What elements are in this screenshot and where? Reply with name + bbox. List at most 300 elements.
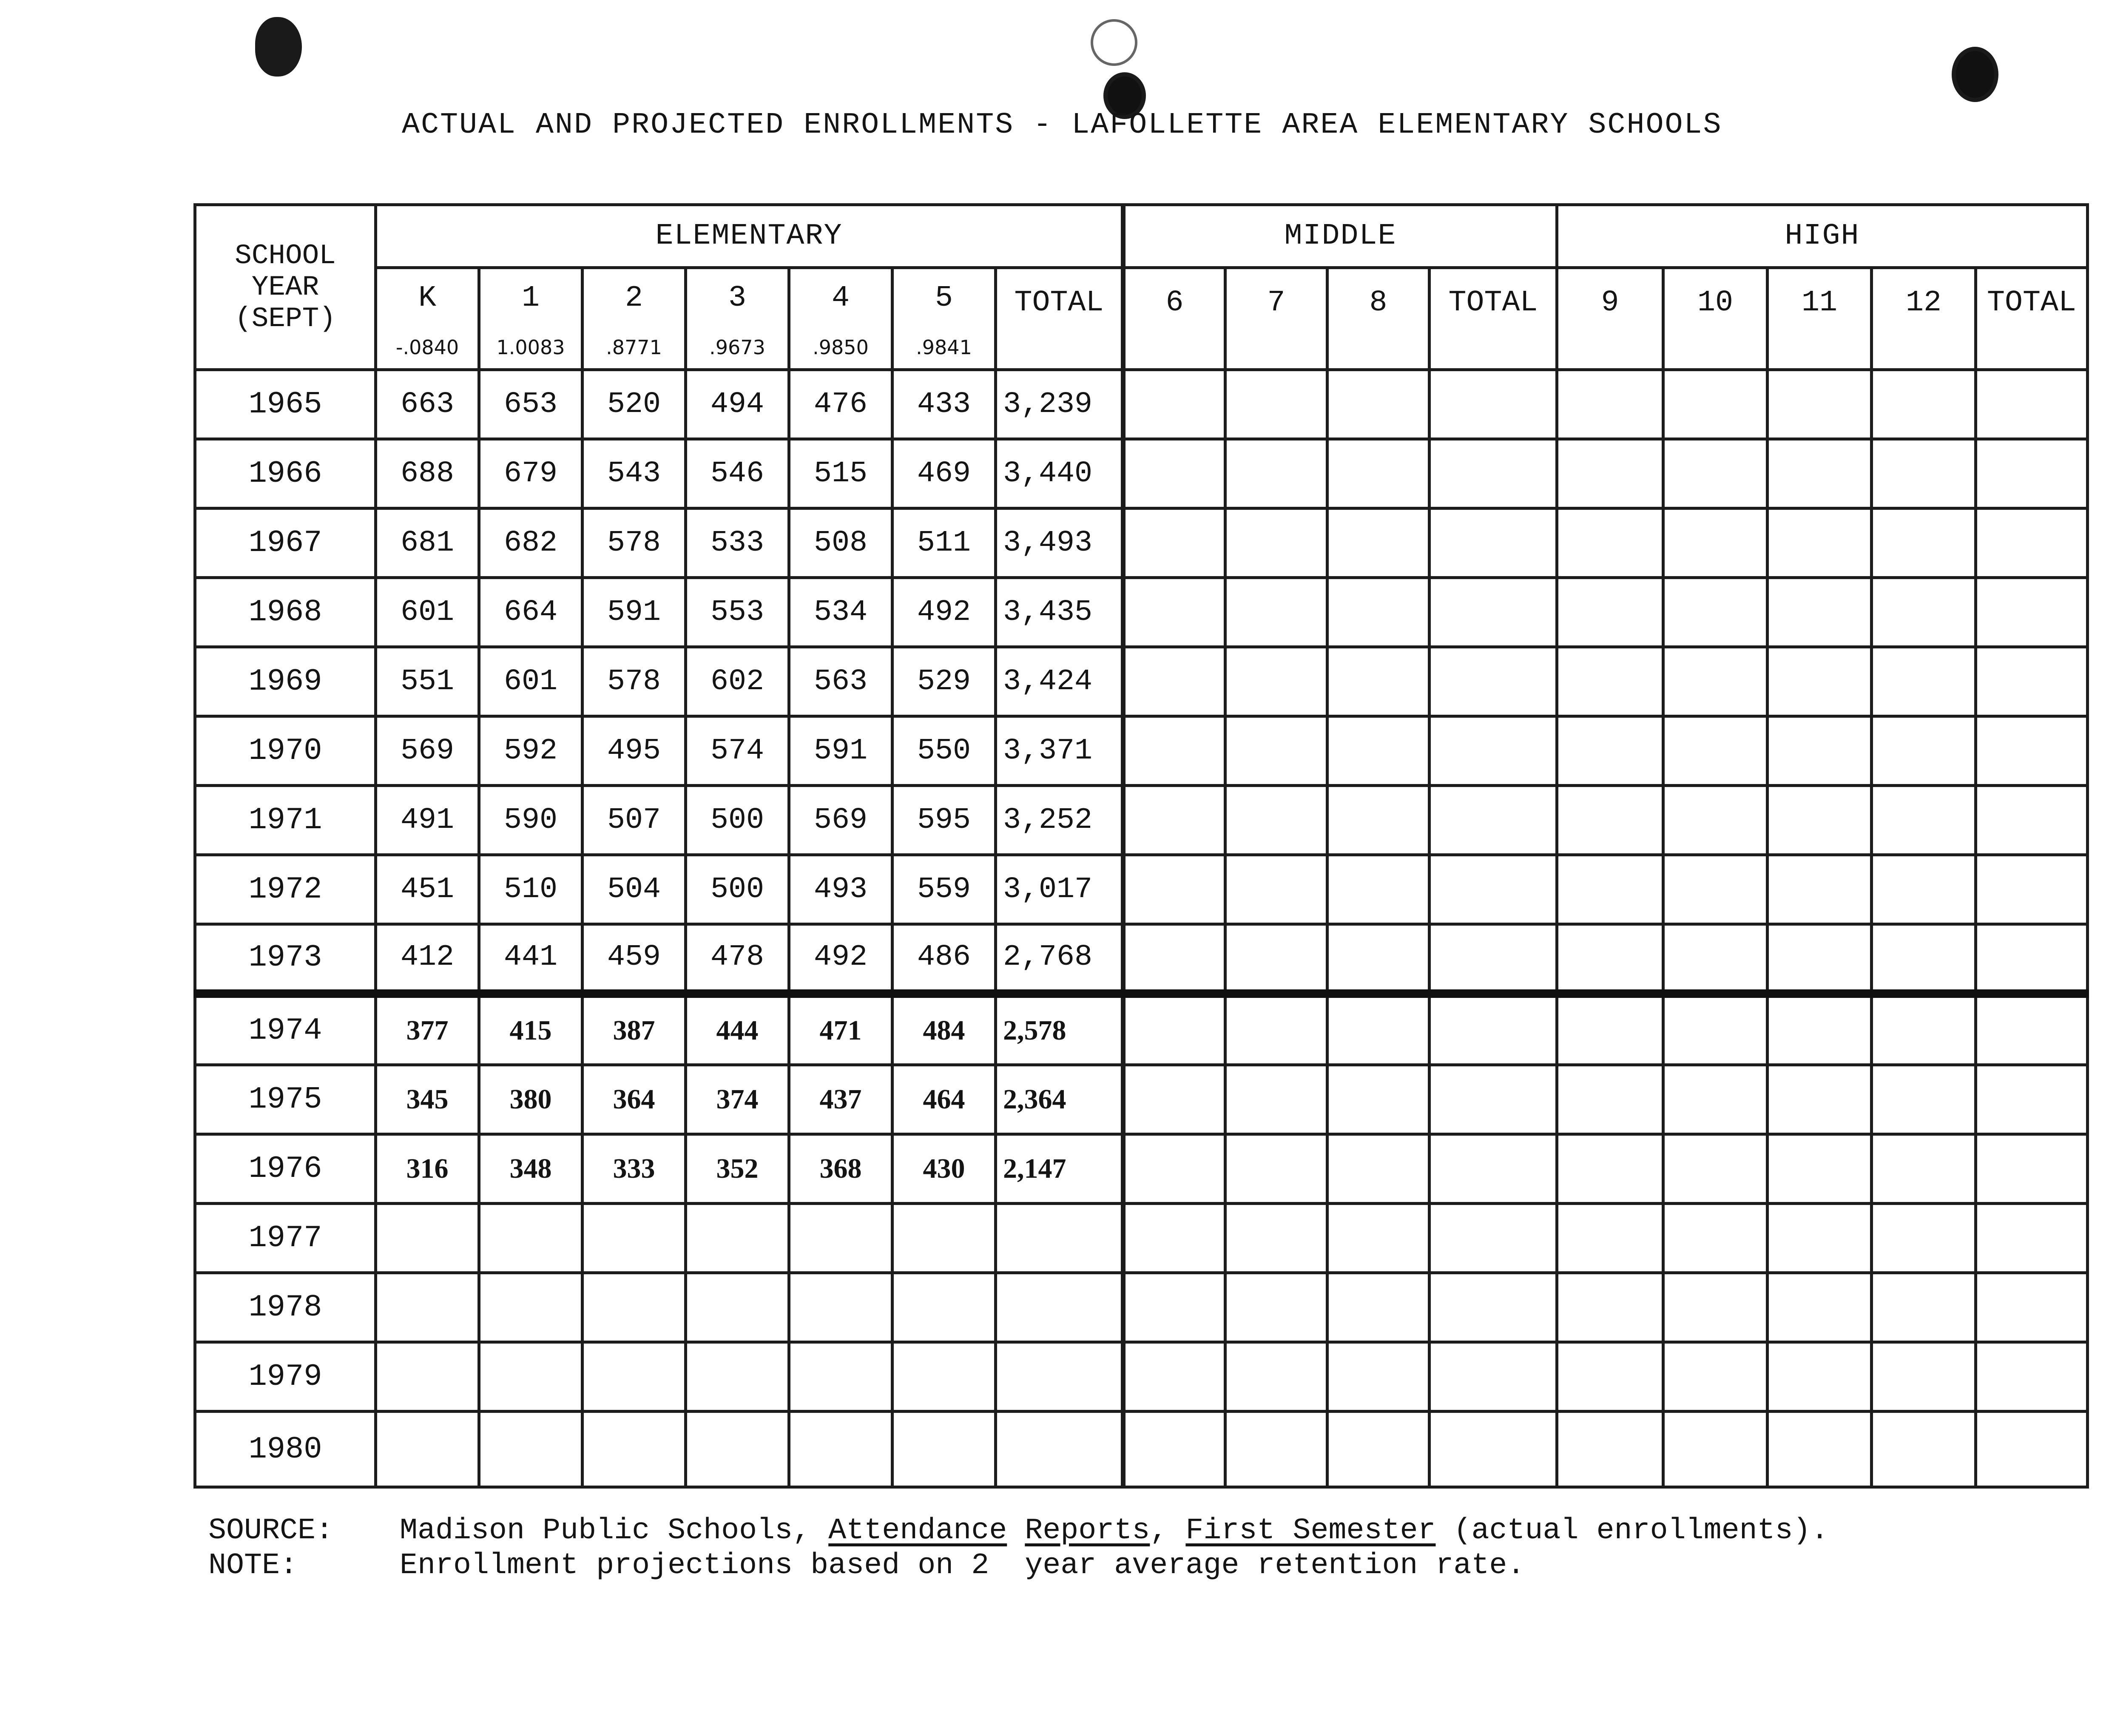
grade-cell [479,1273,583,1342]
empty-cell [1976,509,2088,578]
grade-cell [892,1412,996,1487]
binder-hole-left [255,17,302,77]
empty-cell [1225,994,1327,1065]
col-header-9: 9 [1557,268,1663,370]
empty-cell [1557,924,1663,994]
empty-cell [1327,786,1430,855]
empty-cell [1123,855,1225,924]
empty-cell [1225,716,1327,786]
elementary-total-cell: 3,440 [996,439,1123,509]
table-row [195,1273,2088,1342]
retention-rate-5: .9841 [892,327,996,370]
empty-cell [1872,647,1976,716]
row-year: 1967 [195,509,376,578]
empty-cell [1663,994,1768,1065]
elementary-header: ELEMENTARY [376,205,1123,268]
empty-cell [1976,370,2088,439]
empty-cell [1225,439,1327,509]
empty-cell [1976,647,2088,716]
empty-cell [1872,786,1976,855]
grade-cell [583,1273,686,1342]
row-year: 1968 [195,578,376,647]
grade-cell: 551 [376,647,479,716]
empty-cell [1225,1134,1327,1204]
grade-cell [583,1204,686,1273]
empty-cell [1976,1134,2088,1204]
empty-cell [1225,1204,1327,1273]
elementary-total-cell: 3,493 [996,509,1123,578]
grade-cell: 459 [583,924,686,994]
empty-cell [1327,1412,1430,1487]
grade-cell [583,1412,686,1487]
table-row [195,1134,2088,1204]
col-header-4: 4 [789,268,892,327]
grade-cell: 476 [789,370,892,439]
empty-cell [1123,1273,1225,1342]
empty-cell [1663,924,1768,994]
row-year: 1970 [195,716,376,786]
retention-rate-3: .9673 [686,327,789,370]
empty-cell [1327,994,1430,1065]
grade-cell: 316 [376,1134,479,1204]
empty-cell [1872,1134,1976,1204]
col-header-11: 11 [1768,268,1872,370]
grade-cell: 533 [686,509,789,578]
grade-cell [686,1204,789,1273]
row-year: 1976 [195,1134,376,1204]
elementary-total-cell: 3,435 [996,578,1123,647]
empty-cell [1768,509,1872,578]
note-text: Enrollment projections based on 2 year average retention rate. [400,1549,1525,1583]
empty-cell [1663,1204,1768,1273]
grade-cell [376,1204,479,1273]
grade-cell [376,1273,479,1342]
grade-cell: 441 [479,924,583,994]
elementary-total-cell: 2,768 [996,924,1123,994]
empty-cell [1663,1134,1768,1204]
empty-cell [1430,509,1557,578]
grade-cell: 682 [479,509,583,578]
table-row [195,647,2088,716]
grade-cell: 451 [376,855,479,924]
grade-cell: 495 [583,716,686,786]
school-year-header-line1: SCHOOL [235,239,336,272]
col-header-2: 2 [583,268,686,327]
table-row [195,370,2088,439]
empty-cell [1430,1273,1557,1342]
empty-cell [1327,1273,1430,1342]
table-row [195,786,2088,855]
empty-cell [1430,578,1557,647]
empty-cell [1768,370,1872,439]
elementary-total-cell: 3,017 [996,855,1123,924]
row-year: 1977 [195,1204,376,1273]
grade-cell: 511 [892,509,996,578]
enrollment-table [193,203,2089,1489]
empty-cell [1768,1273,1872,1342]
grade-cell: 380 [479,1065,583,1134]
grade-cell [686,1273,789,1342]
grade-cell: 550 [892,716,996,786]
empty-cell [1768,994,1872,1065]
grade-cell: 478 [686,924,789,994]
empty-cell [1663,716,1768,786]
high-header: HIGH [1557,205,2088,268]
empty-cell [1872,924,1976,994]
binder-hole-center [1091,19,1137,66]
empty-cell [1872,1342,1976,1412]
empty-cell [1976,924,2088,994]
empty-cell [1872,855,1976,924]
grade-cell: 500 [686,786,789,855]
grade-cell [376,1412,479,1487]
empty-cell [1976,716,2088,786]
grade-cell: 602 [686,647,789,716]
col-header-1: 1 [479,268,583,327]
empty-cell [1327,509,1430,578]
empty-cell [1430,1342,1557,1412]
grade-cell: 374 [686,1065,789,1134]
grade-cell [789,1204,892,1273]
grade-cell [686,1342,789,1412]
empty-cell [1557,994,1663,1065]
empty-cell [1557,1204,1663,1273]
elementary-total-cell: 2,578 [996,994,1123,1065]
grade-cell: 469 [892,439,996,509]
binder-hole-right [1952,47,1998,102]
empty-cell [1327,647,1430,716]
table-row [195,1204,2088,1273]
empty-cell [1976,1204,2088,1273]
grade-cell: 601 [479,647,583,716]
grade-cell [789,1412,892,1487]
empty-cell [1327,370,1430,439]
empty-cell [1557,647,1663,716]
grade-cell: 464 [892,1065,996,1134]
empty-cell [1872,994,1976,1065]
elementary-total-cell [996,1342,1123,1412]
retention-rate-2: .8771 [583,327,686,370]
grade-cell: 515 [789,439,892,509]
empty-cell [1663,370,1768,439]
note-line [208,1548,1829,1583]
empty-cell [1768,1342,1872,1412]
empty-cell [1430,370,1557,439]
elementary-total-cell: 3,371 [996,716,1123,786]
empty-cell [1123,1134,1225,1204]
table-row [195,578,2088,647]
empty-cell [1123,578,1225,647]
elementary-total-cell: 2,147 [996,1134,1123,1204]
empty-cell [1872,1273,1976,1342]
empty-cell [1430,647,1557,716]
retention-rate-1: 1.0083 [479,327,583,370]
grade-cell: 444 [686,994,789,1065]
grade-cell: 352 [686,1134,789,1204]
grade-cell: 345 [376,1065,479,1134]
grade-cell [376,1342,479,1412]
empty-cell [1663,1412,1768,1487]
grade-cell: 681 [376,509,479,578]
empty-cell [1557,1065,1663,1134]
empty-cell [1327,1065,1430,1134]
col-header-high-total: TOTAL [1976,268,2088,370]
elementary-total-cell [996,1273,1123,1342]
table-row [195,924,2088,994]
grade-cell: 437 [789,1065,892,1134]
grade-cell [789,1342,892,1412]
grade-cell [892,1273,996,1342]
table-row [195,1412,2088,1487]
row-year: 1979 [195,1342,376,1412]
empty-cell [1327,439,1430,509]
empty-cell [1557,786,1663,855]
grade-cell: 484 [892,994,996,1065]
empty-cell [1663,1065,1768,1134]
row-year: 1972 [195,855,376,924]
empty-cell [1976,578,2088,647]
empty-cell [1225,509,1327,578]
empty-cell [1768,786,1872,855]
empty-cell [1123,924,1225,994]
elementary-total-cell [996,1412,1123,1487]
empty-cell [1768,1065,1872,1134]
source-reports: Reports [1025,1514,1150,1548]
empty-cell [1123,439,1225,509]
grade-cell: 364 [583,1065,686,1134]
empty-cell [1663,509,1768,578]
row-year: 1965 [195,370,376,439]
row-year: 1969 [195,647,376,716]
grade-cell: 494 [686,370,789,439]
empty-cell [1225,855,1327,924]
col-header-elementary-total: TOTAL [996,268,1123,370]
row-year: 1974 [195,994,376,1065]
table-row [195,716,2088,786]
empty-cell [1872,439,1976,509]
col-header-8: 8 [1327,268,1430,370]
empty-cell [1872,370,1976,439]
empty-cell [1123,786,1225,855]
empty-cell [1663,578,1768,647]
empty-cell [1872,1204,1976,1273]
grade-cell: 430 [892,1134,996,1204]
grade-cell: 653 [479,370,583,439]
empty-cell [1327,1342,1430,1412]
source-line [208,1514,1829,1548]
middle-header: MIDDLE [1123,205,1557,268]
empty-cell [1976,439,2088,509]
empty-cell [1225,924,1327,994]
grade-cell: 553 [686,578,789,647]
grade-cell: 563 [789,647,892,716]
row-year: 1978 [195,1273,376,1342]
empty-cell [1327,1204,1430,1273]
table-row [195,439,2088,509]
row-year: 1966 [195,439,376,509]
row-year: 1975 [195,1065,376,1134]
grade-cell [583,1342,686,1412]
grade-cell: 377 [376,994,479,1065]
col-header-6: 6 [1123,268,1225,370]
source-suffix: (actual enrollments). [1453,1514,1829,1548]
empty-cell [1768,578,1872,647]
grade-cell: 348 [479,1134,583,1204]
empty-cell [1225,370,1327,439]
empty-cell [1123,994,1225,1065]
grade-cell: 433 [892,370,996,439]
grade-cell: 578 [583,509,686,578]
grade-cell [892,1204,996,1273]
empty-cell [1123,1065,1225,1134]
empty-cell [1557,578,1663,647]
empty-cell [1123,1204,1225,1273]
empty-cell [1768,1204,1872,1273]
row-year: 1980 [195,1412,376,1487]
empty-cell [1768,647,1872,716]
source-semester: First Semester [1185,1514,1436,1548]
empty-cell [1430,1065,1557,1134]
grade-cell: 500 [686,855,789,924]
empty-cell [1327,1134,1430,1204]
empty-cell [1768,716,1872,786]
empty-cell [1225,1273,1327,1342]
empty-cell [1976,1273,2088,1342]
empty-cell [1976,786,2088,855]
empty-cell [1225,578,1327,647]
empty-cell [1557,855,1663,924]
empty-cell [1327,855,1430,924]
grade-cell [479,1342,583,1412]
empty-cell [1872,1065,1976,1134]
grade-cell: 574 [686,716,789,786]
empty-cell [1872,578,1976,647]
grade-cell: 534 [789,578,892,647]
empty-cell [1557,1342,1663,1412]
empty-cell [1663,786,1768,855]
empty-cell [1430,1134,1557,1204]
elementary-total-cell [996,1204,1123,1273]
grade-cell: 543 [583,439,686,509]
empty-cell [1557,1412,1663,1487]
empty-cell [1430,855,1557,924]
empty-cell [1872,1412,1976,1487]
empty-cell [1123,1342,1225,1412]
table-row [195,994,2088,1065]
empty-cell [1327,924,1430,994]
grade-cell: 688 [376,439,479,509]
grade-cell: 592 [479,716,583,786]
empty-cell [1663,1342,1768,1412]
grade-cell: 412 [376,924,479,994]
empty-cell [1663,855,1768,924]
grade-cell: 504 [583,855,686,924]
empty-cell [1430,786,1557,855]
grade-cell: 368 [789,1134,892,1204]
grade-cell: 333 [583,1134,686,1204]
grade-cell: 415 [479,994,583,1065]
elementary-total-cell: 3,252 [996,786,1123,855]
table-row [195,509,2088,578]
grade-cell: 569 [376,716,479,786]
col-header-12: 12 [1872,268,1976,370]
empty-cell [1225,1065,1327,1134]
empty-cell [1976,1412,2088,1487]
grade-cell: 387 [583,994,686,1065]
grade-cell: 546 [686,439,789,509]
empty-cell [1123,370,1225,439]
empty-cell [1430,994,1557,1065]
grade-cell: 507 [583,786,686,855]
grade-cell: 510 [479,855,583,924]
source-attendance: Attendance [828,1514,1007,1548]
col-header-3: 3 [686,268,789,327]
empty-cell [1768,855,1872,924]
table-row [195,1065,2088,1134]
grade-cell: 601 [376,578,479,647]
grade-cell: 491 [376,786,479,855]
empty-cell [1976,994,2088,1065]
empty-cell [1430,439,1557,509]
empty-cell [1557,716,1663,786]
empty-cell [1663,1273,1768,1342]
empty-cell [1123,509,1225,578]
empty-cell [1327,578,1430,647]
grade-cell: 590 [479,786,583,855]
grade-cell [479,1412,583,1487]
retention-rate-4: .9850 [789,327,892,370]
empty-cell [1225,647,1327,716]
empty-cell [1768,1134,1872,1204]
school-year-header-line3: (SEPT) [235,302,336,335]
empty-cell [1123,647,1225,716]
table-row [195,855,2088,924]
row-year: 1971 [195,786,376,855]
school-year-header-line2: YEAR [251,271,319,303]
footnotes [208,1514,1829,1583]
empty-cell [1430,1412,1557,1487]
row-year: 1973 [195,924,376,994]
empty-cell [1557,1273,1663,1342]
grade-cell: 492 [789,924,892,994]
grade-cell: 520 [583,370,686,439]
grade-cell: 529 [892,647,996,716]
grade-cell: 508 [789,509,892,578]
source-comma: , [1150,1514,1168,1548]
grade-cell: 663 [376,370,479,439]
grade-cell: 664 [479,578,583,647]
empty-cell [1430,1204,1557,1273]
grade-cell: 591 [583,578,686,647]
col-header-middle-total: TOTAL [1430,268,1557,370]
empty-cell [1768,439,1872,509]
empty-cell [1225,1342,1327,1412]
elementary-total-cell: 3,424 [996,647,1123,716]
elementary-total-cell: 2,364 [996,1065,1123,1134]
empty-cell [1430,924,1557,994]
empty-cell [1663,439,1768,509]
grade-cell [479,1204,583,1273]
grade-cell: 559 [892,855,996,924]
school-year-header [195,205,376,370]
grade-cell: 679 [479,439,583,509]
grade-cell [789,1273,892,1342]
grade-cell: 595 [892,786,996,855]
empty-cell [1768,1412,1872,1487]
col-header-7: 7 [1225,268,1327,370]
grade-cell: 493 [789,855,892,924]
empty-cell [1872,716,1976,786]
